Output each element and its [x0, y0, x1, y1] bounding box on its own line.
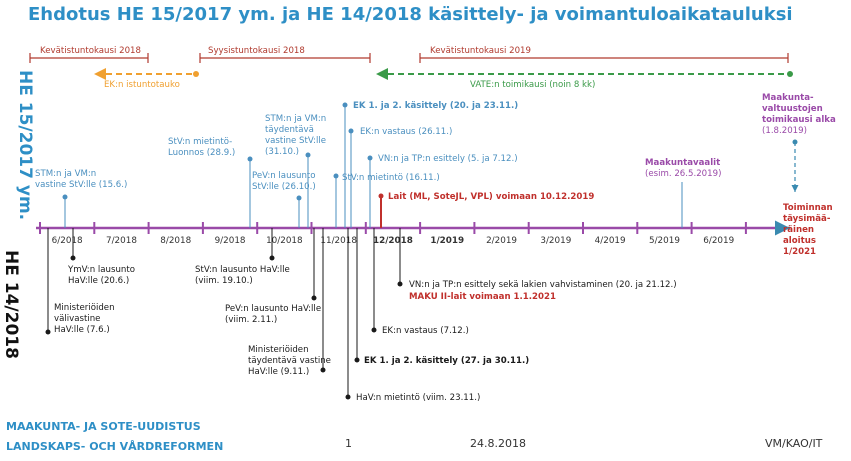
event-dot [297, 196, 302, 201]
event-taydentava-line2: täydentävä vastine [248, 356, 331, 366]
event-stm-vm-vastine-line2: vastine StV:lle (15.6.) [35, 180, 128, 190]
month-label: 2/2019 [486, 236, 518, 246]
event-dot [372, 328, 377, 333]
footer-page-number: 1 [345, 437, 352, 450]
event-dot [346, 395, 351, 400]
event-stm-vm-vastine-line1: STM:n ja VM:n [35, 169, 97, 179]
event-toiminnan-line4: aloitus [783, 236, 816, 246]
month-label: 1/2019 [430, 236, 465, 246]
event-dot [248, 157, 253, 162]
event-stv-mietinto-final: StV:n mietintö (16.11.) [342, 173, 440, 183]
session-label-spring-2018: Kevätistuntokausi 2018 [40, 46, 141, 56]
event-stm-vm-taydentava-line3: vastine StV:lle [265, 136, 327, 146]
month-label: 9/2018 [214, 236, 246, 246]
event-valivastine-line1: Ministeriöiden [54, 303, 115, 313]
event-maakuntavaalit-line1: Maakuntavaalit [645, 158, 721, 168]
event-lait-voimaan: Lait (ML, SoteJL, VPL) voimaan 10.12.2019 [388, 192, 595, 202]
event-maku-voimaan: MAKU II-lait voimaan 1.1.2021 [409, 292, 556, 302]
month-label: 4/2019 [594, 236, 626, 246]
event-stv-mietinto-line2: Luonnos (28.9.) [168, 148, 236, 158]
event-ymv-lausunto-line1: YmV:n lausunto [68, 265, 135, 275]
event-toiminnan-line2: täysimää- [783, 214, 831, 224]
event-dot [349, 129, 354, 134]
event-pev-lausunto-hav-line1: PeV:n lausunto HaV:lle [225, 304, 322, 314]
event-pev-lausunto-hav-line2: (viim. 2.11.) [225, 315, 278, 325]
event-valtuustot-line1: Maakunta- [762, 93, 814, 103]
event-stm-vm-taydentava-line4: (31.10.) [265, 147, 300, 157]
footer-date: 24.8.2018 [470, 437, 526, 450]
event-dot [334, 174, 339, 179]
event-valtuustot-line2: valtuustojen [762, 104, 823, 114]
event-dot [270, 256, 275, 261]
month-label: 11/2018 [320, 236, 357, 246]
month-label: 3/2019 [540, 236, 572, 246]
event-ek-vastaus-bottom: EK:n vastaus (7.12.) [382, 326, 469, 336]
event-dot [321, 368, 326, 373]
event-stm-vm-taydentava-line1: STM:n ja VM:n [265, 114, 327, 124]
event-vn-tp-vahvistaminen: VN:n ja TP:n esittely sekä lakien vahvistaminen (20. ja 21.12.) [409, 280, 677, 290]
event-pev-lausunto-line2: StV:lle (26.10.) [252, 182, 316, 192]
session-label-spring-2019: Kevätistuntokausi 2019 [430, 46, 531, 56]
month-label: 7/2018 [105, 236, 137, 246]
event-toiminnan-line5: 1/2021 [783, 247, 817, 257]
month-label: 5/2019 [648, 236, 680, 246]
break-label-ek: EK:n istuntotauko [104, 80, 180, 90]
break-label-vate: VATE:n toimikausi (noin 8 kk) [470, 80, 596, 90]
event-dot [312, 296, 317, 301]
month-label: 12/2018 [372, 236, 413, 246]
event-valtuustot-line4: (1.8.2019) [762, 126, 807, 136]
event-stv-mietinto-line1: StV:n mietintö- [168, 137, 233, 147]
event-dot [355, 358, 360, 363]
event-toiminnan-line3: räinen [783, 225, 815, 235]
event-dot-red [379, 194, 384, 199]
event-dot [46, 330, 51, 335]
event-valivastine-line3: HaV:lle (7.6.) [54, 325, 110, 335]
event-taydentava-line1: Ministeriöiden [248, 345, 309, 355]
event-stv-lausunto-line1: StV:n lausunto HaV:lle [195, 265, 290, 275]
event-valivastine-line2: välivastine [54, 314, 101, 324]
event-dot [71, 256, 76, 261]
footer-line2: LANDSKAPS- OCH VÅRDREFORMEN [6, 440, 224, 453]
event-maakuntavaalit-line2: (esim. 26.5.2019) [645, 169, 722, 179]
event-stv-lausunto-line2: (viim. 19.10.) [195, 276, 253, 286]
event-valtuustot-line3: toimikausi alka [762, 115, 836, 125]
break-end-dot [193, 71, 199, 77]
event-ek-kasittely-bottom: EK 1. ja 2. käsittely (27. ja 30.11.) [364, 356, 530, 366]
month-label: 6/2018 [51, 236, 83, 246]
footer-reform-name [6, 417, 223, 457]
event-dot [398, 282, 403, 287]
event-dot [368, 156, 373, 161]
month-label: 10/2018 [266, 236, 303, 246]
month-label: 8/2018 [160, 236, 192, 246]
event-vn-tp-esittely-top: VN:n ja TP:n esittely (5. ja 7.12.) [378, 154, 518, 164]
event-stm-vm-taydentava-line2: täydentävä [265, 125, 314, 135]
footer-org: VM/KAO/IT [765, 437, 823, 450]
break-end-dot [787, 71, 793, 77]
side-label-he14: HE 14/2018 [1, 250, 21, 359]
event-ek-kasittely-top: EK 1. ja 2. käsittely (20. ja 23.11.) [353, 101, 519, 111]
side-label-he15: HE 15/2017 ym. [15, 70, 35, 221]
event-dot [63, 195, 68, 200]
page-title: Ehdotus HE 15/2017 ym. ja HE 14/2018 käsittely- ja voimantuloaikatauluksi [28, 4, 793, 25]
session-label-autumn-2018: Syysistuntokausi 2018 [208, 46, 305, 56]
footer-line1: MAAKUNTA- JA SOTE-UUDISTUS [6, 420, 201, 433]
month-label: 6/2019 [703, 236, 735, 246]
event-ymv-lausunto-line2: HaV:lle (20.6.) [68, 276, 130, 286]
event-taydentava-line3: HaV:lle (9.11.) [248, 367, 310, 377]
event-pev-lausunto-line1: PeV:n lausunto [252, 171, 316, 181]
event-dot [306, 153, 311, 158]
event-dot [343, 103, 348, 108]
event-ek-vastaus-top: EK:n vastaus (26.11.) [360, 127, 453, 137]
month-labels [52, 236, 735, 246]
event-toiminnan-line1: Toiminnan [783, 203, 833, 213]
event-hav-mietinto: HaV:n mietintö (viim. 23.11.) [356, 393, 481, 403]
